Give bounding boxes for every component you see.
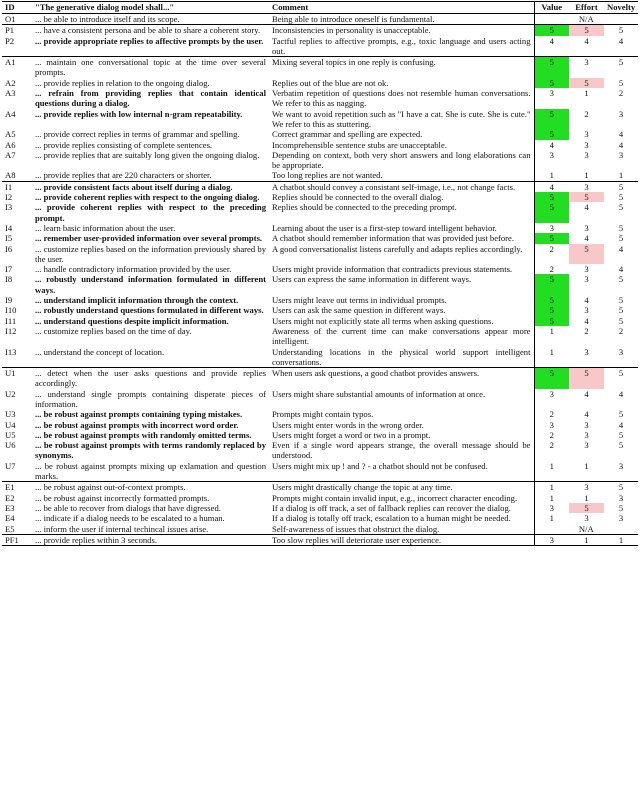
row-id: I9 xyxy=(5,295,13,306)
table-header xyxy=(2,2,638,14)
row-novelty: 3 xyxy=(618,492,624,503)
row-novelty: 3 xyxy=(618,513,624,524)
row-value: 1 xyxy=(534,493,569,503)
row-requirement: ... learn basic information about the user. xyxy=(35,222,176,233)
table-row xyxy=(2,493,638,503)
row-id: P2 xyxy=(5,35,15,46)
table-row xyxy=(2,482,638,493)
row-requirement: ... provide coherent replies with respect to the ongoing dialog. xyxy=(35,192,260,203)
table-row xyxy=(2,503,638,513)
row-requirement: ... provide replies within 3 seconds. xyxy=(32,534,269,545)
row-value: 5 xyxy=(534,316,569,326)
row-effort: 4 xyxy=(584,202,589,213)
row-requirement: ... customize replies based on the time of day. xyxy=(35,325,192,336)
table-row xyxy=(2,78,638,88)
row-effort: 4 xyxy=(584,35,589,46)
row-value: 3 xyxy=(534,503,569,513)
row-id: A8 xyxy=(5,170,16,181)
table-row xyxy=(2,192,638,202)
row-novelty: 5 xyxy=(618,233,624,244)
row-effort: 3 xyxy=(569,57,604,78)
row-effort: 3 xyxy=(584,419,589,430)
row-value: 3 xyxy=(534,223,569,233)
row-value: 1 xyxy=(534,482,569,493)
row-requirement: ... be robust against prompts mixing up exlamation and question marks. xyxy=(35,460,266,482)
row-value: 5 xyxy=(534,305,569,315)
row-effort: 1 xyxy=(584,88,589,99)
row-comment: Users can express the same information in different ways. xyxy=(272,274,472,285)
row-id: E2 xyxy=(5,492,15,503)
row-value: 5 xyxy=(534,78,569,88)
row-value: 2 xyxy=(534,440,569,461)
table-row xyxy=(2,129,638,139)
row-novelty: 5 xyxy=(604,57,638,78)
row-effort: 4 xyxy=(584,409,589,420)
row-requirement: ... handle contradictory information provided by the user. xyxy=(35,264,232,275)
row-id: A1 xyxy=(2,57,32,78)
row-effort: 3 xyxy=(584,274,589,285)
row-comment: We want to avoid repetition such as "I have a cat. She is cute. She is cute." We refer to this as stuttering. xyxy=(272,108,531,129)
row-comment: A chatbot should convey a consistant self-image, i.e., not change facts. xyxy=(269,181,534,192)
row-comment: Users might drastically change the topic at any time. xyxy=(269,482,534,493)
row-novelty: 5 xyxy=(618,502,624,513)
row-id: I3 xyxy=(5,202,13,213)
row-novelty: 4 xyxy=(618,264,624,275)
row-effort: 3 xyxy=(584,429,589,440)
row-comment: Users might mix up ! and ? - a chatbot should not be confused. xyxy=(272,460,488,471)
table-row xyxy=(2,244,638,265)
table-row xyxy=(2,170,638,181)
row-comment: Replies should be connected to the overall dialog. xyxy=(272,192,444,203)
row-id: I2 xyxy=(5,192,13,203)
row-id: U1 xyxy=(2,368,32,389)
row-value: 5 xyxy=(534,57,569,78)
row-requirement: ... robustly understand questions formulated in different ways. xyxy=(35,305,264,316)
row-requirement: ... understand single prompts containing disperate pieces of information. xyxy=(35,388,266,409)
row-id: E3 xyxy=(5,502,15,513)
row-comment: A chatbot should remember information that was provided just before. xyxy=(272,233,514,244)
row-value: 5 xyxy=(534,233,569,243)
table-row xyxy=(2,420,638,430)
table-row xyxy=(2,88,638,109)
row-novelty: 5 xyxy=(604,181,638,192)
header-effort: Effort xyxy=(569,2,604,14)
row-requirement: ... provide correct replies in terms of grammar and spelling. xyxy=(35,129,240,140)
row-novelty: 5 xyxy=(618,77,624,88)
row-requirement: ... provide replies consisting of complete sentences. xyxy=(35,139,213,150)
row-id: U6 xyxy=(5,440,16,451)
table-row xyxy=(2,430,638,440)
row-id: I13 xyxy=(5,346,17,357)
row-novelty: 3 xyxy=(618,108,624,119)
row-value: 5 xyxy=(534,25,569,36)
table-row xyxy=(2,524,638,535)
header-requirement: "The generative dialog model shall..." xyxy=(32,2,269,14)
row-id: I5 xyxy=(5,233,13,244)
row-value: 3 xyxy=(534,389,569,410)
row-effort: 3 xyxy=(584,305,589,316)
row-comment: Learning about the user is a first-step toward intelligent behavior. xyxy=(272,222,497,233)
row-requirement: ... remember user-provided information over several prompts. xyxy=(35,233,263,244)
row-value: 2 xyxy=(534,430,569,440)
row-value: 1 xyxy=(534,513,569,523)
row-comment: Verbatim repetition of questions does not resemble human conversations. We refer to this as nagging. xyxy=(272,88,531,109)
row-novelty: 5 xyxy=(618,192,624,203)
row-id: I1 xyxy=(2,181,32,192)
table-row xyxy=(2,223,638,233)
row-comment: Users might forget a word or two in a prompt. xyxy=(272,429,431,440)
row-requirement: ... provide replies in relation to the ongoing dialog. xyxy=(35,77,210,88)
row-value: 5 xyxy=(534,192,569,202)
header-comment: Comment xyxy=(269,2,534,14)
row-effort: 5 xyxy=(569,78,604,88)
table-row xyxy=(2,409,638,419)
row-effort: 4 xyxy=(584,315,589,326)
row-effort: 2 xyxy=(584,325,589,336)
row-comment: Depending on context, both very short answers and long elaborations can be appropriate. xyxy=(272,149,531,171)
row-novelty: 4 xyxy=(618,243,624,254)
row-requirement: ... understand implicit information through the context. xyxy=(35,295,239,306)
row-comment: Users might share substantial amounts of information at once. xyxy=(272,388,486,399)
row-effort: 1 xyxy=(569,534,604,545)
row-requirement: ... be robust against prompts with incorrect word order. xyxy=(35,419,239,430)
table-row xyxy=(2,274,638,295)
requirements-table xyxy=(2,1,638,546)
row-novelty: 3 xyxy=(618,149,624,160)
row-effort: 3 xyxy=(584,440,589,451)
row-id: O1 xyxy=(2,14,32,25)
row-value: 4 xyxy=(534,36,569,57)
table-row xyxy=(2,513,638,523)
row-novelty: 5 xyxy=(618,315,624,326)
table-row xyxy=(2,25,638,36)
row-requirement: ... provide replies with low internal n-gram repeatability. xyxy=(35,108,243,119)
row-effort: 3 xyxy=(584,149,589,160)
row-novelty: 5 xyxy=(618,305,624,316)
row-id: I12 xyxy=(5,325,17,336)
row-effort: 4 xyxy=(584,388,589,399)
row-id: U4 xyxy=(5,419,16,430)
row-value: 5 xyxy=(534,202,569,223)
row-comment: Replies out of the blue are not ok. xyxy=(272,77,389,88)
row-effort: 5 xyxy=(569,503,604,513)
row-comment: Understanding locations in the physical world support intelligent conversations. xyxy=(272,346,531,367)
row-effort: 3 xyxy=(584,139,589,150)
row-comment: Mixing several topics in one reply is confusing. xyxy=(269,57,534,78)
table-row xyxy=(2,389,638,410)
row-requirement: ... provide appropriate replies to affective prompts by the user. xyxy=(35,35,264,46)
row-comment: If a dialog is off track, a set of fallback replies can recover the dialog. xyxy=(272,502,511,513)
row-effort: 3 xyxy=(569,181,604,192)
row-requirement: ... be robust against out-of-context prompts. xyxy=(32,482,269,493)
row-value: 2 xyxy=(534,264,569,274)
row-novelty: 4 xyxy=(618,419,624,430)
row-novelty: 5 xyxy=(618,409,624,420)
row-na: N/A xyxy=(534,14,638,25)
table-row xyxy=(2,14,638,25)
row-effort: 1 xyxy=(584,460,589,471)
row-value: 3 xyxy=(534,88,569,109)
row-comment: When users ask questions, a good chatbot provides answers. xyxy=(269,368,534,389)
table-row xyxy=(2,181,638,192)
row-id: A2 xyxy=(5,77,16,88)
table-body xyxy=(2,14,638,546)
row-value: 5 xyxy=(534,274,569,295)
row-id: U2 xyxy=(5,388,16,399)
row-effort: 3 xyxy=(584,222,589,233)
row-novelty: 2 xyxy=(618,88,624,99)
row-novelty: 5 xyxy=(604,25,638,36)
row-novelty: 4 xyxy=(618,35,624,46)
table-row xyxy=(2,57,638,78)
row-novelty: 5 xyxy=(604,482,638,493)
row-requirement: ... provide coherent replies with respect to the preceding prompt. xyxy=(35,202,266,223)
row-id: I4 xyxy=(5,222,13,233)
row-effort: 3 xyxy=(569,482,604,493)
table-row xyxy=(2,202,638,223)
row-id: A6 xyxy=(5,139,16,150)
row-effort: 2 xyxy=(584,108,589,119)
table-row xyxy=(2,461,638,482)
table-row xyxy=(2,36,638,57)
row-id: PF1 xyxy=(2,534,32,545)
row-value: 4 xyxy=(534,181,569,192)
row-requirement: ... detect when the user asks questions and provide replies accordingly. xyxy=(32,368,269,389)
row-value: 5 xyxy=(534,295,569,305)
row-novelty: 5 xyxy=(618,274,624,285)
table-row xyxy=(2,109,638,130)
row-comment: Prompts might contain invalid input, e.g., incorrect character encoding. xyxy=(272,492,518,503)
row-value: 3 xyxy=(534,420,569,430)
row-comment: Even if a single word appears strange, the overall message should be understood. xyxy=(272,440,531,461)
table-row xyxy=(2,316,638,326)
row-novelty: 5 xyxy=(618,222,624,233)
row-comment: Users might not explicitly state all terms when asking questions. xyxy=(272,315,494,326)
row-comment: Correct grammar and spelling are expected. xyxy=(272,129,423,140)
row-value: 1 xyxy=(534,347,569,368)
row-comment: Prompts might contain typos. xyxy=(272,409,374,420)
row-effort: 5 xyxy=(569,192,604,202)
row-comment: Users can ask the same question in different ways. xyxy=(272,305,446,316)
header-row xyxy=(2,2,638,14)
row-effort: 3 xyxy=(584,129,589,140)
row-id: A5 xyxy=(5,129,16,140)
row-effort: 1 xyxy=(584,492,589,503)
row-id: I7 xyxy=(5,264,13,275)
table-row xyxy=(2,264,638,274)
row-requirement: ... be robust against prompts with terms randomly replaced by synonyms. xyxy=(35,440,266,461)
table-row xyxy=(2,534,638,545)
row-effort: 3 xyxy=(584,513,589,524)
row-id: E4 xyxy=(5,513,15,524)
row-id: E5 xyxy=(5,523,15,534)
row-value: 1 xyxy=(534,326,569,347)
row-effort: 3 xyxy=(584,346,589,357)
row-value: 4 xyxy=(534,140,569,150)
row-value: 5 xyxy=(534,368,569,389)
row-comment: Too long replies are not wanted. xyxy=(272,170,383,181)
row-effort: 5 xyxy=(569,25,604,36)
table-row xyxy=(2,326,638,347)
row-effort: 5 xyxy=(569,368,604,389)
row-requirement: ... refrain from providing replies that contain identical questions during a dialog. xyxy=(35,88,266,109)
row-requirement: ... maintain one conversational topic at the time over several prompts. xyxy=(32,57,269,78)
header-novelty: Novelty xyxy=(604,2,638,14)
row-id: E1 xyxy=(2,482,32,493)
header-value: Value xyxy=(534,2,569,14)
row-novelty: 4 xyxy=(618,139,624,150)
row-id: I8 xyxy=(5,274,13,285)
row-id: A3 xyxy=(5,88,16,99)
row-value: 2 xyxy=(534,244,569,265)
row-value: 1 xyxy=(534,170,569,181)
row-novelty: 5 xyxy=(618,429,624,440)
table-row xyxy=(2,140,638,150)
row-requirement: ... customize replies based on the information previously shared by the user. xyxy=(35,243,266,264)
row-comment: Too slow replies will deteriorate user experience. xyxy=(269,534,534,545)
row-effort: 3 xyxy=(584,264,589,275)
row-requirement: ... understand the concept of location. xyxy=(35,346,165,357)
header-id: ID xyxy=(2,2,32,14)
row-id: I10 xyxy=(5,305,17,316)
row-id: A7 xyxy=(5,149,16,160)
table-row xyxy=(2,233,638,243)
row-comment: Awareness of the current time can make conversations appear more intelligent. xyxy=(272,325,531,347)
table-row xyxy=(2,347,638,368)
row-effort: 4 xyxy=(584,233,589,244)
row-novelty: 3 xyxy=(618,460,624,471)
row-id: I11 xyxy=(5,315,17,326)
row-novelty: 3 xyxy=(618,346,624,357)
table-row xyxy=(2,305,638,315)
row-novelty: 4 xyxy=(618,129,624,140)
row-requirement: ... indicate if a dialog needs to be escalated to a human. xyxy=(35,513,225,524)
row-value: 3 xyxy=(534,534,569,545)
row-value: 5 xyxy=(534,129,569,139)
row-comment: Being able to introduce oneself is fundamental. xyxy=(269,14,534,25)
row-novelty: 5 xyxy=(618,295,624,306)
row-effort: 5 xyxy=(569,244,604,265)
row-novelty: 1 xyxy=(604,534,638,545)
row-value: 1 xyxy=(534,461,569,482)
row-value: 5 xyxy=(534,109,569,130)
row-comment: Inconsistencies in personality is unacceptable. xyxy=(269,25,534,36)
table-row xyxy=(2,440,638,461)
row-novelty: 2 xyxy=(618,325,624,336)
row-novelty: 4 xyxy=(618,388,624,399)
row-value: 3 xyxy=(534,150,569,171)
row-na: N/A xyxy=(534,524,638,535)
row-id: U5 xyxy=(5,429,16,440)
row-comment: Users might enter words in the wrong order. xyxy=(272,419,424,430)
row-comment: Tactful replies to affective prompts, e.g., toxic language and users acting out. xyxy=(272,35,531,56)
row-requirement: ... robustly understand information formulated in different ways. xyxy=(35,274,266,295)
row-requirement: ... provide consistent facts about itself during a dialog. xyxy=(32,181,269,192)
row-requirement: ... be robust against incorrectly formatted prompts. xyxy=(35,492,210,503)
table-row xyxy=(2,368,638,389)
row-novelty: 5 xyxy=(618,202,624,213)
row-comment: Incomprehensible sentence stubs are unacceptable. xyxy=(272,139,447,150)
row-comment: Users might leave out terms in individual prompts. xyxy=(272,295,447,306)
row-id: I6 xyxy=(5,243,13,254)
row-requirement: ... be able to introduce itself and its scope. xyxy=(32,14,269,25)
table-row xyxy=(2,150,638,171)
row-novelty: 1 xyxy=(618,170,624,181)
row-comment: Users might provide information that contradicts previous statements. xyxy=(272,264,513,275)
row-requirement: ... be able to recover from dialogs that have digressed. xyxy=(35,502,221,513)
row-comment: Self-awareness of issues that obstruct the dialog. xyxy=(272,523,440,534)
row-id: U7 xyxy=(5,460,16,471)
row-requirement: ... be robust against prompts with randomly omitted terms. xyxy=(35,429,252,440)
row-id: P1 xyxy=(2,25,32,36)
row-requirement: ... inform the user if internal techincal issues arise. xyxy=(35,523,209,534)
row-effort: 1 xyxy=(584,170,589,181)
row-comment: Replies should be connected to the preceding prompt. xyxy=(272,202,457,213)
row-novelty: 5 xyxy=(618,440,624,451)
row-value: 2 xyxy=(534,409,569,419)
row-comment: If a dialog is totally off track, escalation to a human might be needed. xyxy=(272,513,511,524)
row-id: U3 xyxy=(5,409,16,420)
row-requirement: ... provide replies that are suitably long given the ongoing dialog. xyxy=(35,149,260,160)
row-comment: A good conversationalist listens carefully and adapts replies accordingly. xyxy=(272,243,523,254)
row-requirement: ... provide replies that are 220 characters or shorter. xyxy=(35,170,212,181)
row-effort: 4 xyxy=(584,295,589,306)
row-requirement: ... have a consistent persona and be able to share a coherent story. xyxy=(32,25,269,36)
row-requirement: ... understand questions despite implicit information. xyxy=(35,315,229,326)
row-novelty: 5 xyxy=(604,368,638,389)
row-id: A4 xyxy=(5,108,16,119)
row-requirement: ... be robust against prompts containing typing mistakes. xyxy=(35,409,243,420)
table-row xyxy=(2,295,638,305)
